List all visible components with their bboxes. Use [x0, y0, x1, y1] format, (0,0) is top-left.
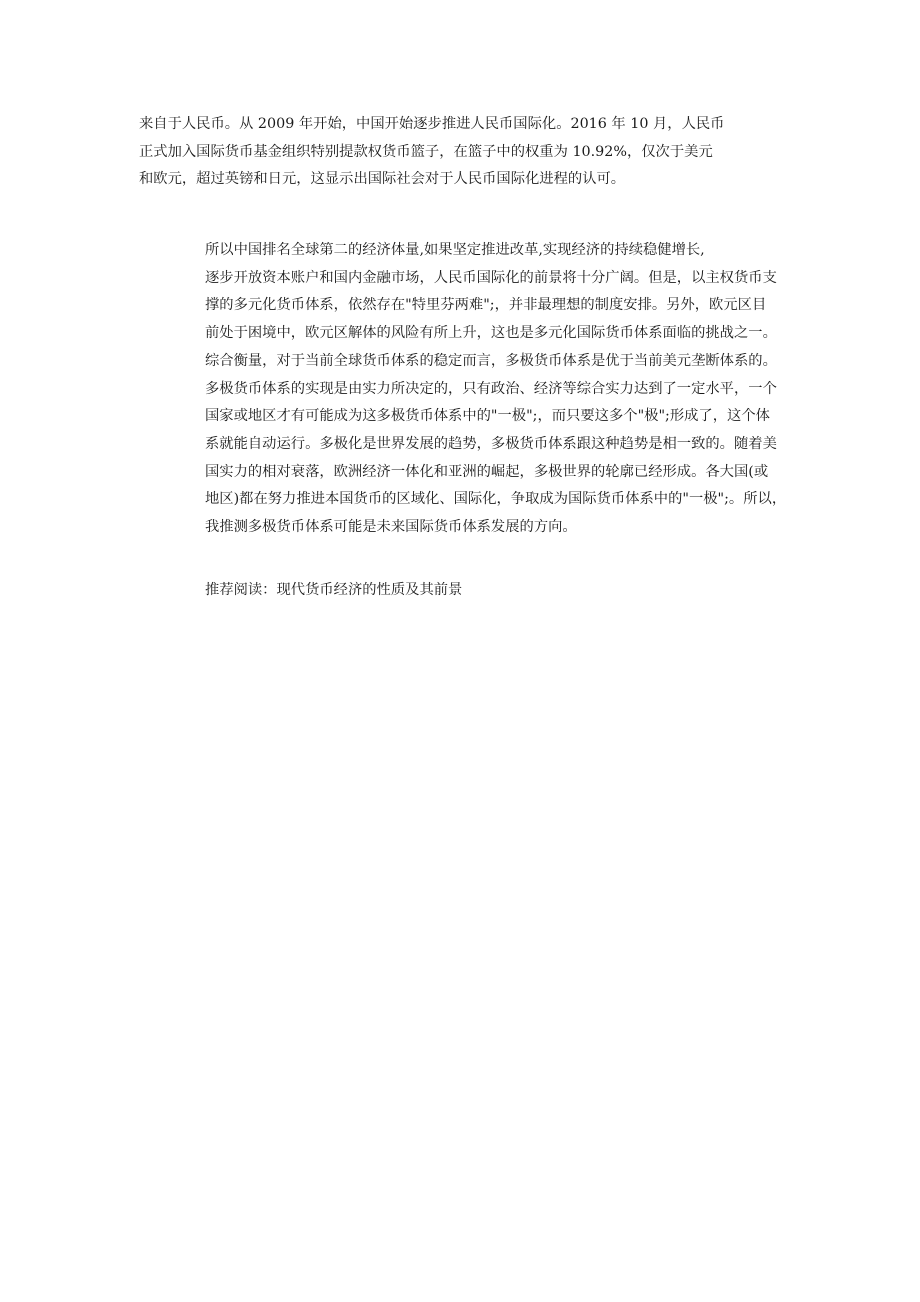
- text-line: 撑的多元化货币体系，依然存在"特里芬两难";，并非最理想的制度安排。另外，欧元区目: [205, 297, 767, 314]
- text-line: 正式加入国际货币基金组织特别提款权货币篮子，在篮子中的权重为 10.92%，仅次于美元: [139, 143, 713, 160]
- text-line: 系就能自动运行。多极化是世界发展的趋势，多极货币体系跟这种趋势是相一致的。随着美: [205, 435, 777, 452]
- text-line: 逐步开放资本账户和国内金融市场，人民币国际化的前景将十分广阔。但是，以主权货币支: [205, 269, 777, 286]
- text-line: 多极货币体系的实现是由实力所决定的，只有政治、经济等综合实力达到了一定水平，一个: [205, 380, 777, 397]
- text-line: 地区)都在努力推进本国货币的区域化、国际化，争取成为国际货币体系中的"一极";。所以，: [205, 491, 787, 508]
- paragraph-multipolar-currency-system: [139, 237, 787, 542]
- text-line: 我推测多极货币体系可能是未来国际货币体系发展的方向。: [205, 519, 577, 536]
- text-line: 综合衡量，对于当前全球货币体系的稳定而言，多极货币体系是优于当前美元垄断体系的。: [205, 352, 777, 369]
- paragraph-rmb-internationalization: [139, 111, 781, 194]
- text-line: 前处于困境中，欧元区解体的风险有所上升，这也是多元化国际货币体系面临的挑战之一。: [205, 325, 777, 342]
- text-line: 国实力的相对衰落，欧洲经济一体化和亚洲的崛起，多极世界的轮廓已经形成。各大国(或: [205, 463, 769, 480]
- text-line: 推荐阅读：现代货币经济的性质及其前景: [205, 582, 463, 598]
- text-line: 所以中国排名全球第二的经济体量,如果坚定推进改革,实现经济的持续稳健增长,: [205, 242, 705, 258]
- text-line: 来自于人民币。从 2009 年开始，中国开始逐步推进人民币国际化。2016 年 10 月，人民币: [139, 116, 725, 132]
- text-line: 国家或地区才有可能成为这多极货币体系中的"一极";，而只要这多个"极";形成了，这个体: [205, 408, 770, 425]
- recommended-reading: [139, 577, 781, 605]
- text-line: 和欧元，超过英镑和日元，这显示出国际社会对于人民币国际化进程的认可。: [139, 171, 626, 188]
